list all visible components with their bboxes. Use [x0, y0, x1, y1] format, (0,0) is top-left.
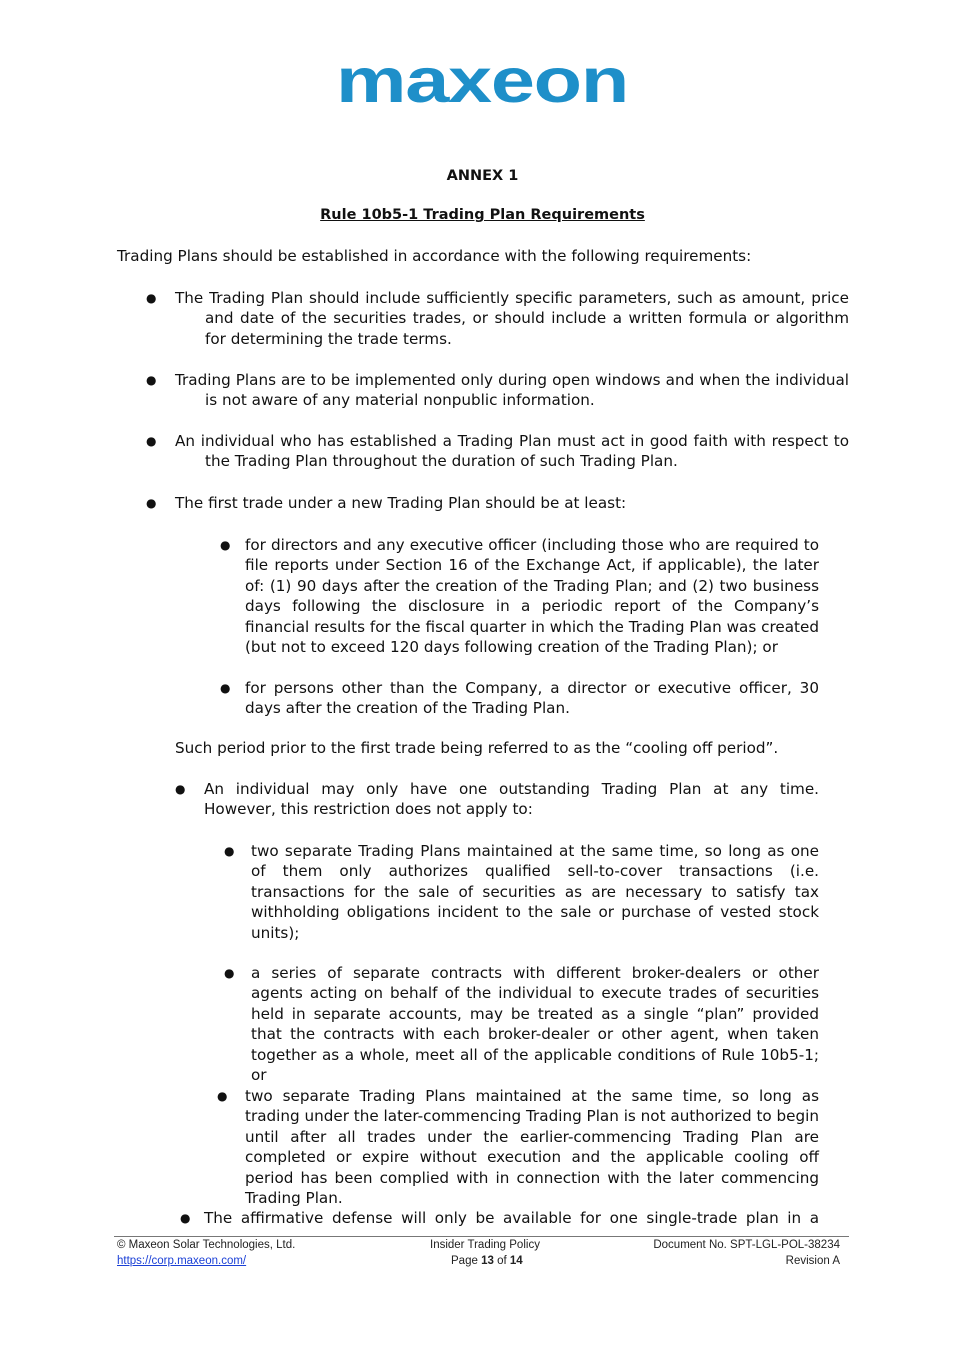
bullet-icon: ● — [146, 496, 157, 510]
logo-wordmark — [336, 52, 632, 112]
footer-copyright: © Maxeon Solar Technologies, Ltd. — [117, 1239, 296, 1251]
bullet-open-windows: Trading Plans are to be implemented only during open windows and when the individual is not aware of any material nonpublic information. — [175, 371, 849, 410]
section-title: Rule 10b5-1 Trading Plan Requirements — [320, 207, 645, 223]
sub-bullet-directors: for directors and any executive officer (including those who are required to file reports under Section 16 of the Exchange Act, if applicable), the later of: (1) 90 days after the creation of the Trading Plan; and (2) two business days following the disclosure in a periodic report of the Company’s financial results for the fiscal quarter in which the Trading Plan was created (but not to exceed 120 days following creation of the Trading Plan); or — [245, 536, 819, 657]
bullet-icon: ● — [180, 1211, 191, 1225]
sub-bullet-other-persons: for persons other than the Company, a director or executive officer, 30 days after the creation of the Trading Plan. — [245, 679, 819, 718]
page-word: Page — [451, 1255, 478, 1267]
footer-divider — [114, 1236, 849, 1237]
bullet-icon: ● — [146, 291, 157, 305]
cooling-off-text: Such period prior to the first trade being referred to as the “cooling off period”. — [175, 739, 779, 757]
bullet-parameters: The Trading Plan should include sufficiently specific parameters, such as amount, price and date of the securities trades, or should include a written formula or algorithm for determining the trade terms. — [175, 289, 849, 348]
bullet-icon: ● — [220, 681, 231, 695]
footer-revision: Revision A — [785, 1255, 840, 1267]
footer-url-wrap — [117, 1254, 246, 1269]
bullet-icon: ● — [217, 1089, 228, 1103]
bullet-icon: ● — [146, 373, 157, 387]
bullet-outstanding-plan: An individual may only have one outstanding Trading Plan at any time. However, this restriction does not apply to: — [204, 780, 819, 819]
bullet-icon: ● — [146, 434, 157, 448]
bullet-single-trade-plan: The affirmative defense will only be available for one single-trade plan in a — [204, 1209, 819, 1227]
footer-policy-name: Insider Trading Policy — [430, 1239, 540, 1251]
footer-url-link[interactable]: https://corp.maxeon.com/ — [117, 1255, 247, 1267]
bullet-icon: ● — [220, 538, 231, 552]
exception-later-commencing: two separate Trading Plans maintained at the same time, so long as trading under the later-commencing Trading Plan is not authorized to begin until after all trades under the earlier-commencing Trading Plan are completed or expire without execution and the applicable cooling off period has been complied with in connection with the later commencing Trading Plan. — [245, 1087, 819, 1208]
bullet-icon: ● — [224, 966, 235, 980]
maxeon-logo — [336, 52, 632, 116]
logo-text: maxeon — [336, 52, 628, 112]
bullet-first-trade: The first trade under a new Trading Plan should be at least: — [175, 494, 627, 512]
page-current: 13 — [481, 1255, 494, 1267]
annex-title: ANNEX 1 — [446, 168, 519, 184]
bullet-icon: ● — [175, 782, 186, 796]
bullet-good-faith: An individual who has established a Trading Plan must act in good faith with respect to the Trading Plan throughout the duration of such Trading Plan. — [175, 432, 849, 471]
page-total: 14 — [509, 1255, 523, 1267]
bullet-icon: ● — [224, 844, 235, 858]
footer-page-number — [451, 1254, 523, 1269]
footer-document-no: Document No. SPT-LGL-POL-38234 — [653, 1239, 840, 1251]
exception-sell-to-cover: two separate Trading Plans maintained at the same time, so long as one of them only authorizes qualified sell-to-cover transactions (i.e. transactions for the sale of securities as are necessary to satisfy tax withholding obligations incident to the sale or purchase of vested stock units); — [251, 842, 819, 942]
page-of: of — [497, 1255, 507, 1267]
exception-broker-dealers: a series of separate contracts with different broker-dealers or other agents acting on behalf of the individual to execute trades of securities held in separate accounts, may be treated as a single “plan” provided that the contracts with each broker-dealer or other agent, when taken together as a whole, meet all of the applicable conditions of Rule 10b5-1; or — [251, 964, 819, 1085]
intro-text: Trading Plans should be established in accordance with the following requirements: — [117, 247, 752, 265]
